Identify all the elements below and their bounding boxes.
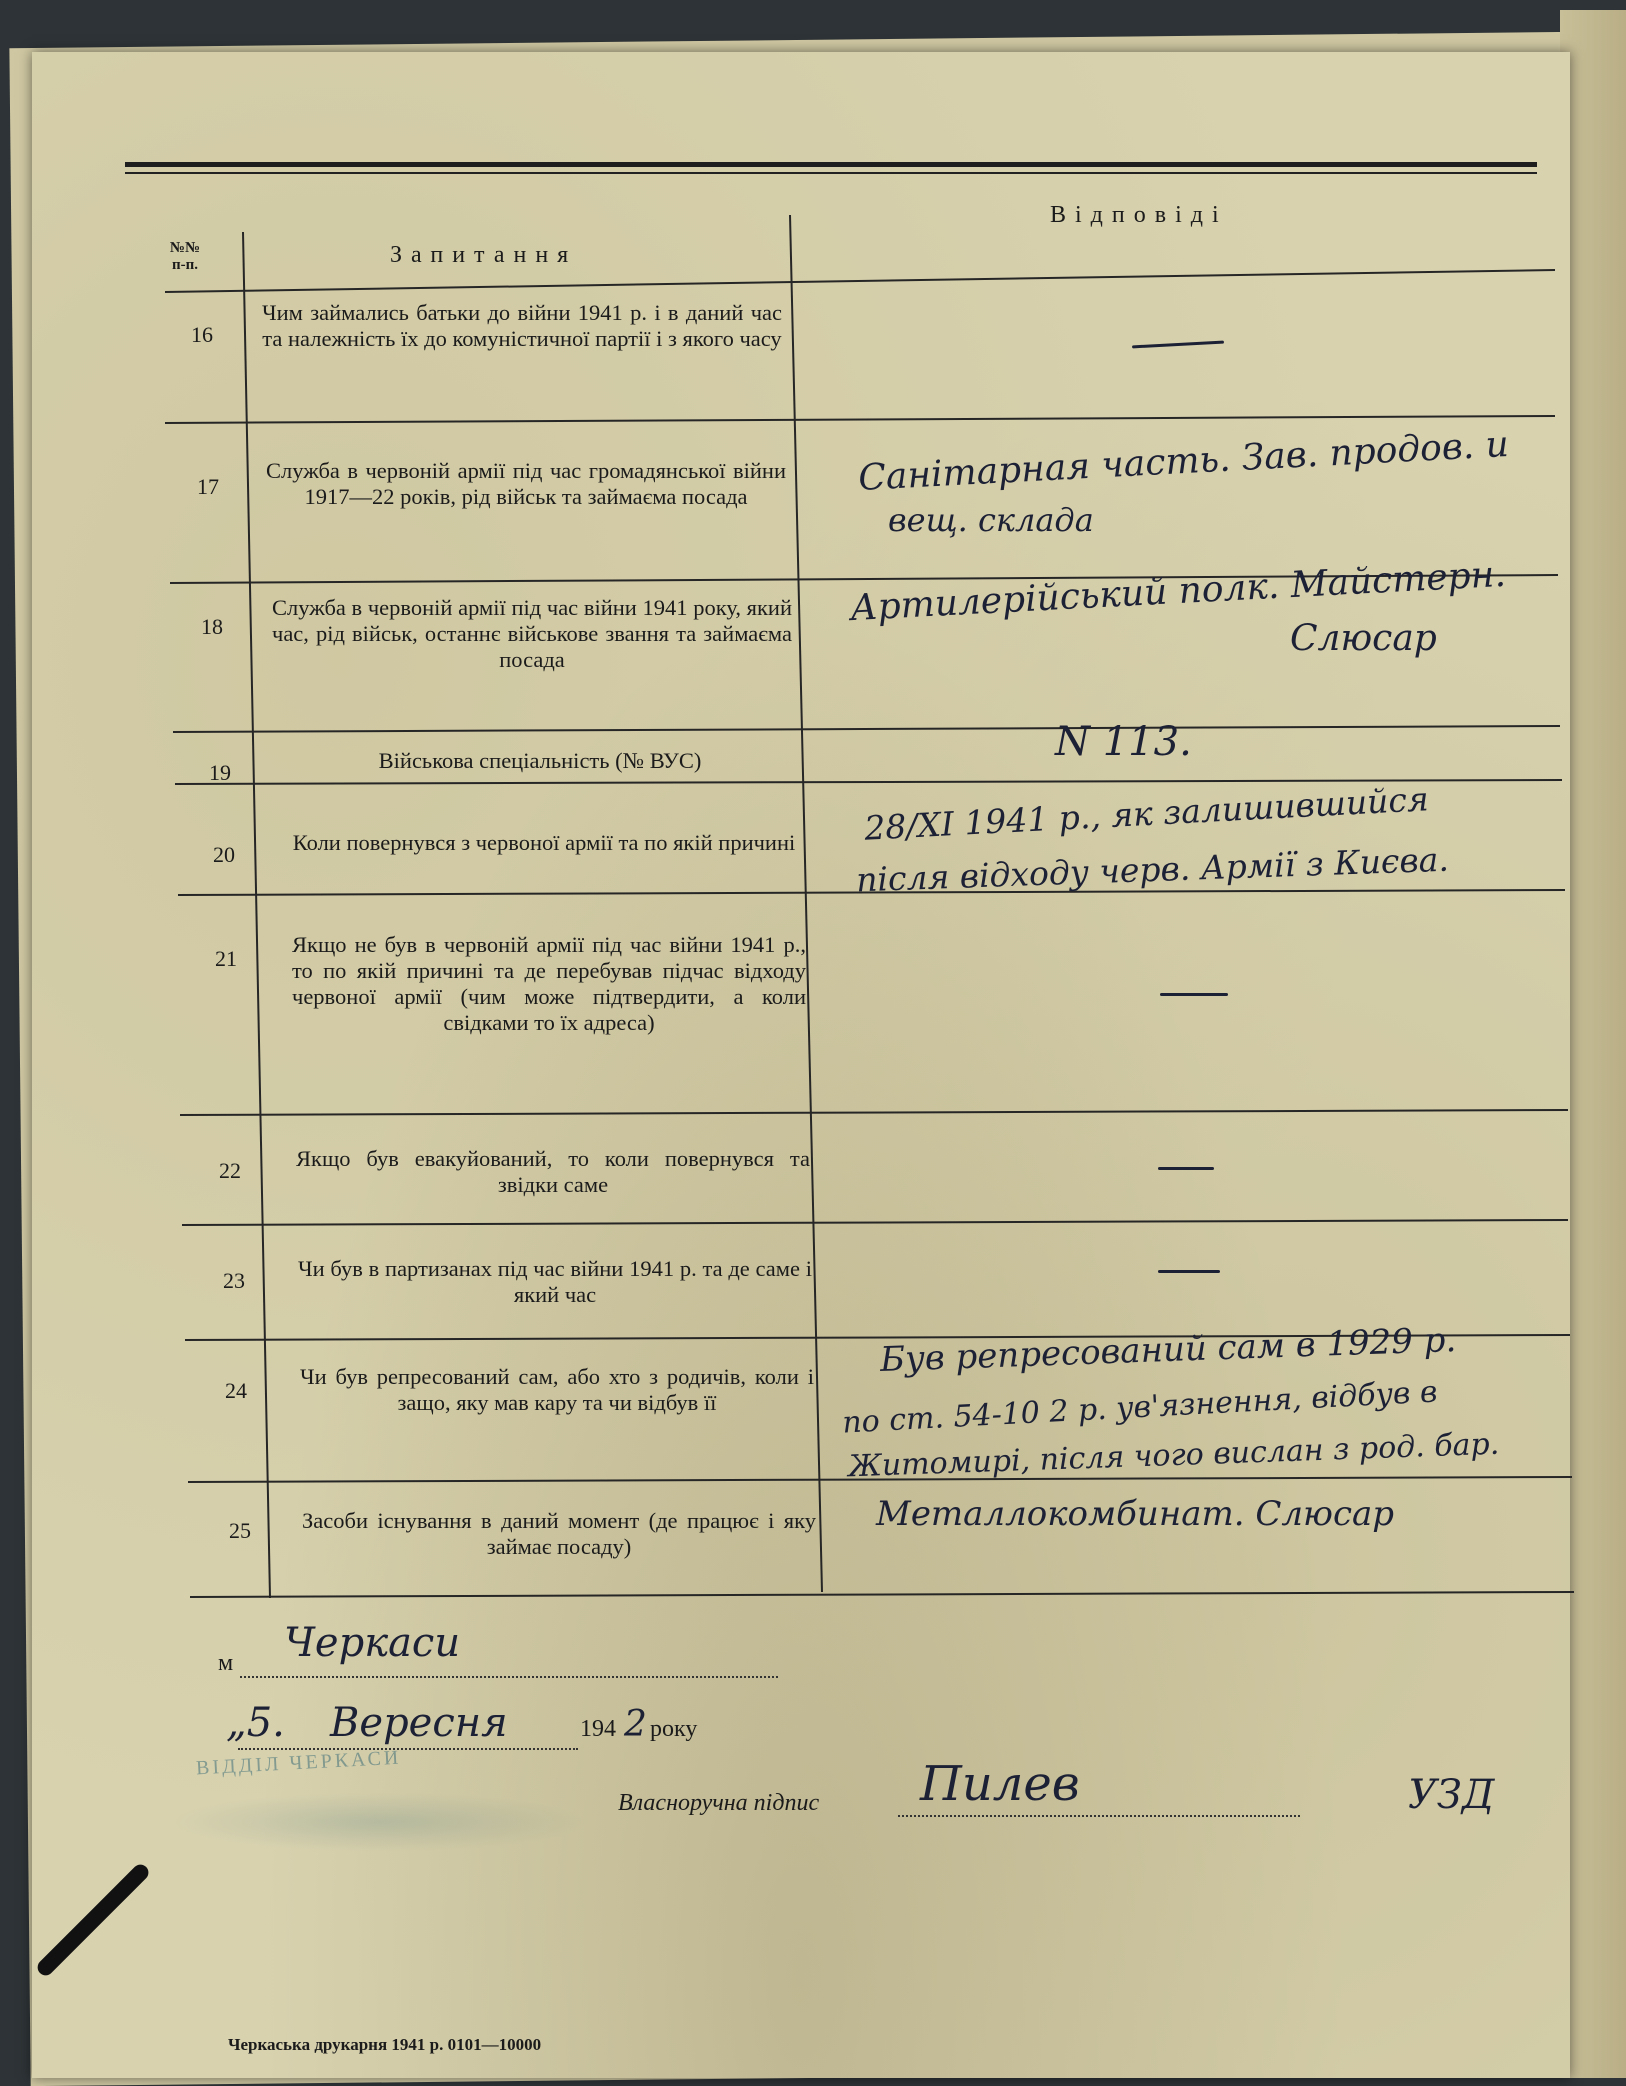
- row-19-question: Військова спеціальність (№ ВУС): [378, 748, 702, 773]
- row-17-question: Служба в червоній армії під час громадянської війни 1917—22 років, рід військ та займаєма посада: [266, 458, 786, 509]
- row-19-number: 19: [209, 760, 231, 785]
- number-header: №№ п-п.: [169, 240, 201, 273]
- row-19-answer: N 113.: [1055, 719, 1192, 765]
- row-20-answer-line-1: 28/XI 1941 р., як залишившийся: [863, 779, 1430, 848]
- signature-value: Пилев: [920, 1756, 1080, 1812]
- row-18-answer-line-1: Артилерійський полк. Майстерн.: [849, 553, 1507, 630]
- answers-header: Відповіді: [1050, 202, 1228, 228]
- row-21-answer-dash: [1160, 993, 1228, 996]
- row-24-answer-line-1: Був репресований сам в 1929 р.: [879, 1319, 1457, 1381]
- date-year-printed: 194: [580, 1716, 616, 1742]
- row-20-number: 20: [213, 842, 235, 867]
- row-16-question: Чим займались батьки до війни 1941 р. і в даний час та належність їх до комуністичної партії і з якого часу: [262, 300, 782, 351]
- initials-mark: УЗД: [1408, 1772, 1495, 1818]
- date-day: „5.: [226, 1700, 285, 1746]
- city-line: [240, 1676, 778, 1678]
- row-25-question: Засоби існування в даний момент (де працює і яку займає посаду): [302, 1508, 816, 1559]
- row-16-number: 16: [191, 322, 213, 347]
- row-17-answer-line-2: вещ. склада: [888, 501, 1094, 539]
- row-22-number: 22: [219, 1158, 241, 1183]
- row-21-number: 21: [215, 946, 237, 971]
- row-23-question: Чи був в партизанах під час війни 1941 р. та де саме і який час: [298, 1256, 812, 1307]
- row-18-number: 18: [201, 614, 223, 639]
- row-22-answer-dash: [1158, 1167, 1214, 1170]
- row-20-question: Коли повернувся з червоної армії та по якій причині: [292, 830, 796, 855]
- row-17-number: 17: [197, 474, 219, 499]
- date-year-handwritten: 2: [624, 1704, 647, 1745]
- questions-header: Запитання: [390, 242, 578, 268]
- row-23-answer-dash: [1158, 1270, 1220, 1273]
- row-24-answer-line-2: по ст. 54-10 2 р. ув'язнення, відбув в: [841, 1374, 1439, 1441]
- row-18-question: Служба в червоній армії під час війни 1941 року, який час, рід військ, останнє військове звання та займаєма посада: [272, 595, 792, 672]
- date-month: Вересня: [330, 1700, 508, 1746]
- row-24-answer-line-3: Житомирі, після чого вислан з род. бар.: [847, 1426, 1500, 1485]
- signature-label: Власноручна підпис: [618, 1790, 820, 1816]
- city-value: Черкаси: [284, 1620, 461, 1666]
- row-25-number: 25: [229, 1518, 251, 1543]
- signature-line: [898, 1815, 1300, 1817]
- row-20-answer-line-2: після відходу черв. Армії з Києва.: [855, 839, 1450, 900]
- printer-imprint: Черкаська друкарня 1941 р. 0101—10000: [228, 2035, 542, 2054]
- faded-stamp: ВІДДІЛ ЧЕРКАСИ: [195, 1746, 402, 1780]
- city-label: м: [218, 1650, 234, 1676]
- row-25-answer: Металлокомбинат. Слюсар: [876, 1494, 1395, 1534]
- row-21-question: Якщо не був в червоній армії під час війни 1941 р., то по якій причині та де перебував підчас відходу червоної армії (чим може підтвердити, а коли свідками то їх адреса): [292, 932, 806, 1035]
- row-24-question: Чи був репресований сам, або хто з родичів, коли і защо, яку мав кару та чи відбув її: [300, 1364, 814, 1415]
- row-17-answer-line-1: Санітарная часть. Зав. продов. и: [857, 423, 1510, 500]
- date-line: [238, 1748, 578, 1750]
- year-suffix: року: [650, 1716, 698, 1742]
- row-18-answer-line-2: Слюсар: [1290, 618, 1437, 659]
- row-24-number: 24: [225, 1378, 247, 1403]
- row-22-question: Якщо був евакуйований, то коли повернувся та звідки саме: [296, 1146, 810, 1197]
- row-23-number: 23: [223, 1268, 245, 1293]
- faded-stamp-smudge: [170, 1792, 590, 1852]
